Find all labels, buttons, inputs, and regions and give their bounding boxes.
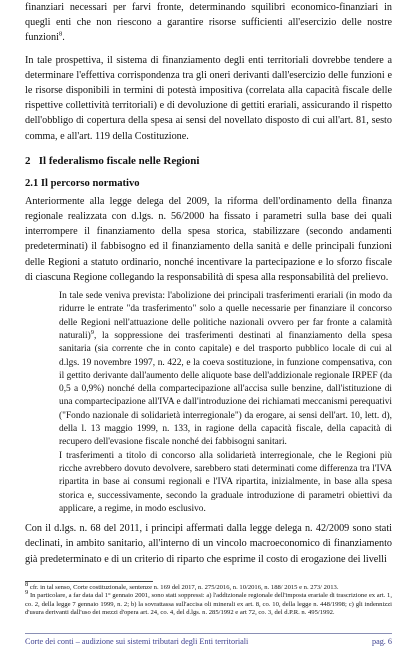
footer-title: Corte dei conti – audizione sui sistemi tributari degli Enti territoriali (25, 637, 249, 646)
paragraph-dlgs-68: Con il d.lgs. n. 68 del 2011, i principi affermati dalla legge delega n. 42/2009 sono stati declinati, in ambito sanitario, all'interno di un vincolo macroeconomico di finanziamento già predeterminato e di un criterio di riparto che esprime il costo di erogazione dei livelli (25, 523, 392, 565)
section-number: 2 (25, 154, 31, 167)
subsection-heading (25, 176, 392, 191)
footnote-text: In particolare, a far data dal 1° gennaio 2001, sono stati soppressi: a) l'addizionale regionale dell'imposta erariale di trascrizione ex art. 1, co. 2, della legge 7 gennaio 1999, n. 2; b) la sovrattassa sull'accisa oli minerali ex art. 8, co. 10, della legge n. 448/1998; c) gli indennizzi d'usura derivanti dall'uso dei mezzi d'opera art. 24, co. 4, del d.lgs. n. 285/1992 e art 72, co. 3, del d.P.R. n. 495/1992. (25, 592, 393, 617)
footnote-number: 9 (25, 589, 29, 597)
section-heading (25, 154, 392, 169)
quote-paragraph-2: I trasferimenti a titolo di concorso alla solidarietà interregionale, che le Regioni più ricche avrebbero dovuto devolvere, sarebbero stati determinati come differenza tra l'IVA ripartita in base ai consumi regionali e l'IVA ripartita, inizialmente, in base alla spesa storica e, successivamente, secondo la graduale introduzione di parametri obiettivi da applicare, a regime, in modo esclusivo. (59, 450, 392, 514)
section-title: Il federalismo fiscale nelle Regioni (38, 154, 200, 167)
page-footer (25, 633, 392, 646)
paragraph-end: . (62, 32, 65, 44)
subsection-title: Il percorso normativo (40, 177, 140, 189)
footnote-number: 8 (25, 580, 29, 588)
paragraph-prospettiva: In tale prospettiva, il sistema di finanziamento degli enti territoriali dovrebbe tendere a determinare l'effettiva corrispondenza tra gli oneri derivanti dall'esercizio delle funzioni e le risorse disponibili in termini di potestà impositiva (correlata alla capacità fiscale delle rispettive collettività territoriali) e di devoluzione di gettiti erariali, assicurando il rispetto dell'obbligo di copertura della spesa ai sensi del novellato disposto di cui all'art. 81, sesto comma, e all'art. 119 della Costituzione. (25, 54, 392, 142)
footnote-separator (25, 581, 153, 582)
footnote-text: cfr. in tal senso, Corte costituzionale, sentenze n. 169 del 2017, n. 275/2016, n. 10/2016, n. 188/ 2015 e n. 273/ 2013. (29, 583, 339, 591)
paragraph-text: finanziari necessari per farvi fronte, determinando squilibri economico-finanziari in quegli enti che non riescono a garantire risorse sufficienti all'esercizio delle nostre funzioni (25, 2, 392, 44)
subsection-number: 2.1 (25, 177, 39, 189)
quote-paragraph-1 (59, 290, 392, 450)
footnote-8 (25, 580, 392, 593)
quote-text-2: , la soppressione dei trasferimenti destinati al finanziamento della spesa sanitaria (sia corrente che in conto capitale) e del trasporto pubblico locale di cui al d.lgs. 19 novembre 1997, n. 422, e la coeva sostituzione, in funzione compensativa, con il gettito derivante dall'aumento delle aliquote base dell'addizionale regionale IRPEF (da 0,5 a 0,9%) nonché della compartecipazione all'accisa sulle benzine, dall'istituzione di una compartecipazione all'IVA e dall'introduzione dei richiamati meccanismi perequativi ("Fondo nazionale di solidarietà interregionale") da erogare, ai sensi dell'art. 10, lett. d), della l. 13 maggio 1999, n. 133, in ragione della capacità fiscale, della capacità di recupero dell'evasione fiscale nonché dei fabbisogni sanitari. (59, 330, 392, 448)
footnote-ref-8[interactable]: 8 (58, 31, 63, 39)
indented-quote (59, 290, 392, 516)
footnote-ref-9[interactable]: 9 (90, 328, 95, 336)
paragraph-anteriormente: Anteriormente alla legge delega del 2009, la riforma dell'ordinamento della finanza regionale realizzata con d.lgs. n. 56/2000 ha fissato i parametri sulla base dei quali interrompere il finanziamento della spesa storica, stabilizzare (secondo andamenti predeterminati) il fabbisogno ed il finanziamento della sanità e delle principali funzioni delle Regioni a statuto ordinario, nonché incentivare la partecipazione e lo sforzo fiscale di ciascuna Regione collegando la responsabilità di spesa alla responsabilità del prelievo. (25, 195, 392, 283)
footnote-9 (25, 589, 393, 618)
quote-text-1: In tale sede veniva prevista: l'abolizione dei principali trasferimenti erariali (in modo da ridurre le entrate "da trasferimento" solo a quelle necessarie per finanziare il concorso delle Regioni nell'attuazione delle politiche nazionali ovvero per far fronte a calamità naturali) (59, 291, 392, 341)
paragraph-continuation (25, 0, 392, 46)
page-number: pag. 6 (371, 637, 392, 646)
